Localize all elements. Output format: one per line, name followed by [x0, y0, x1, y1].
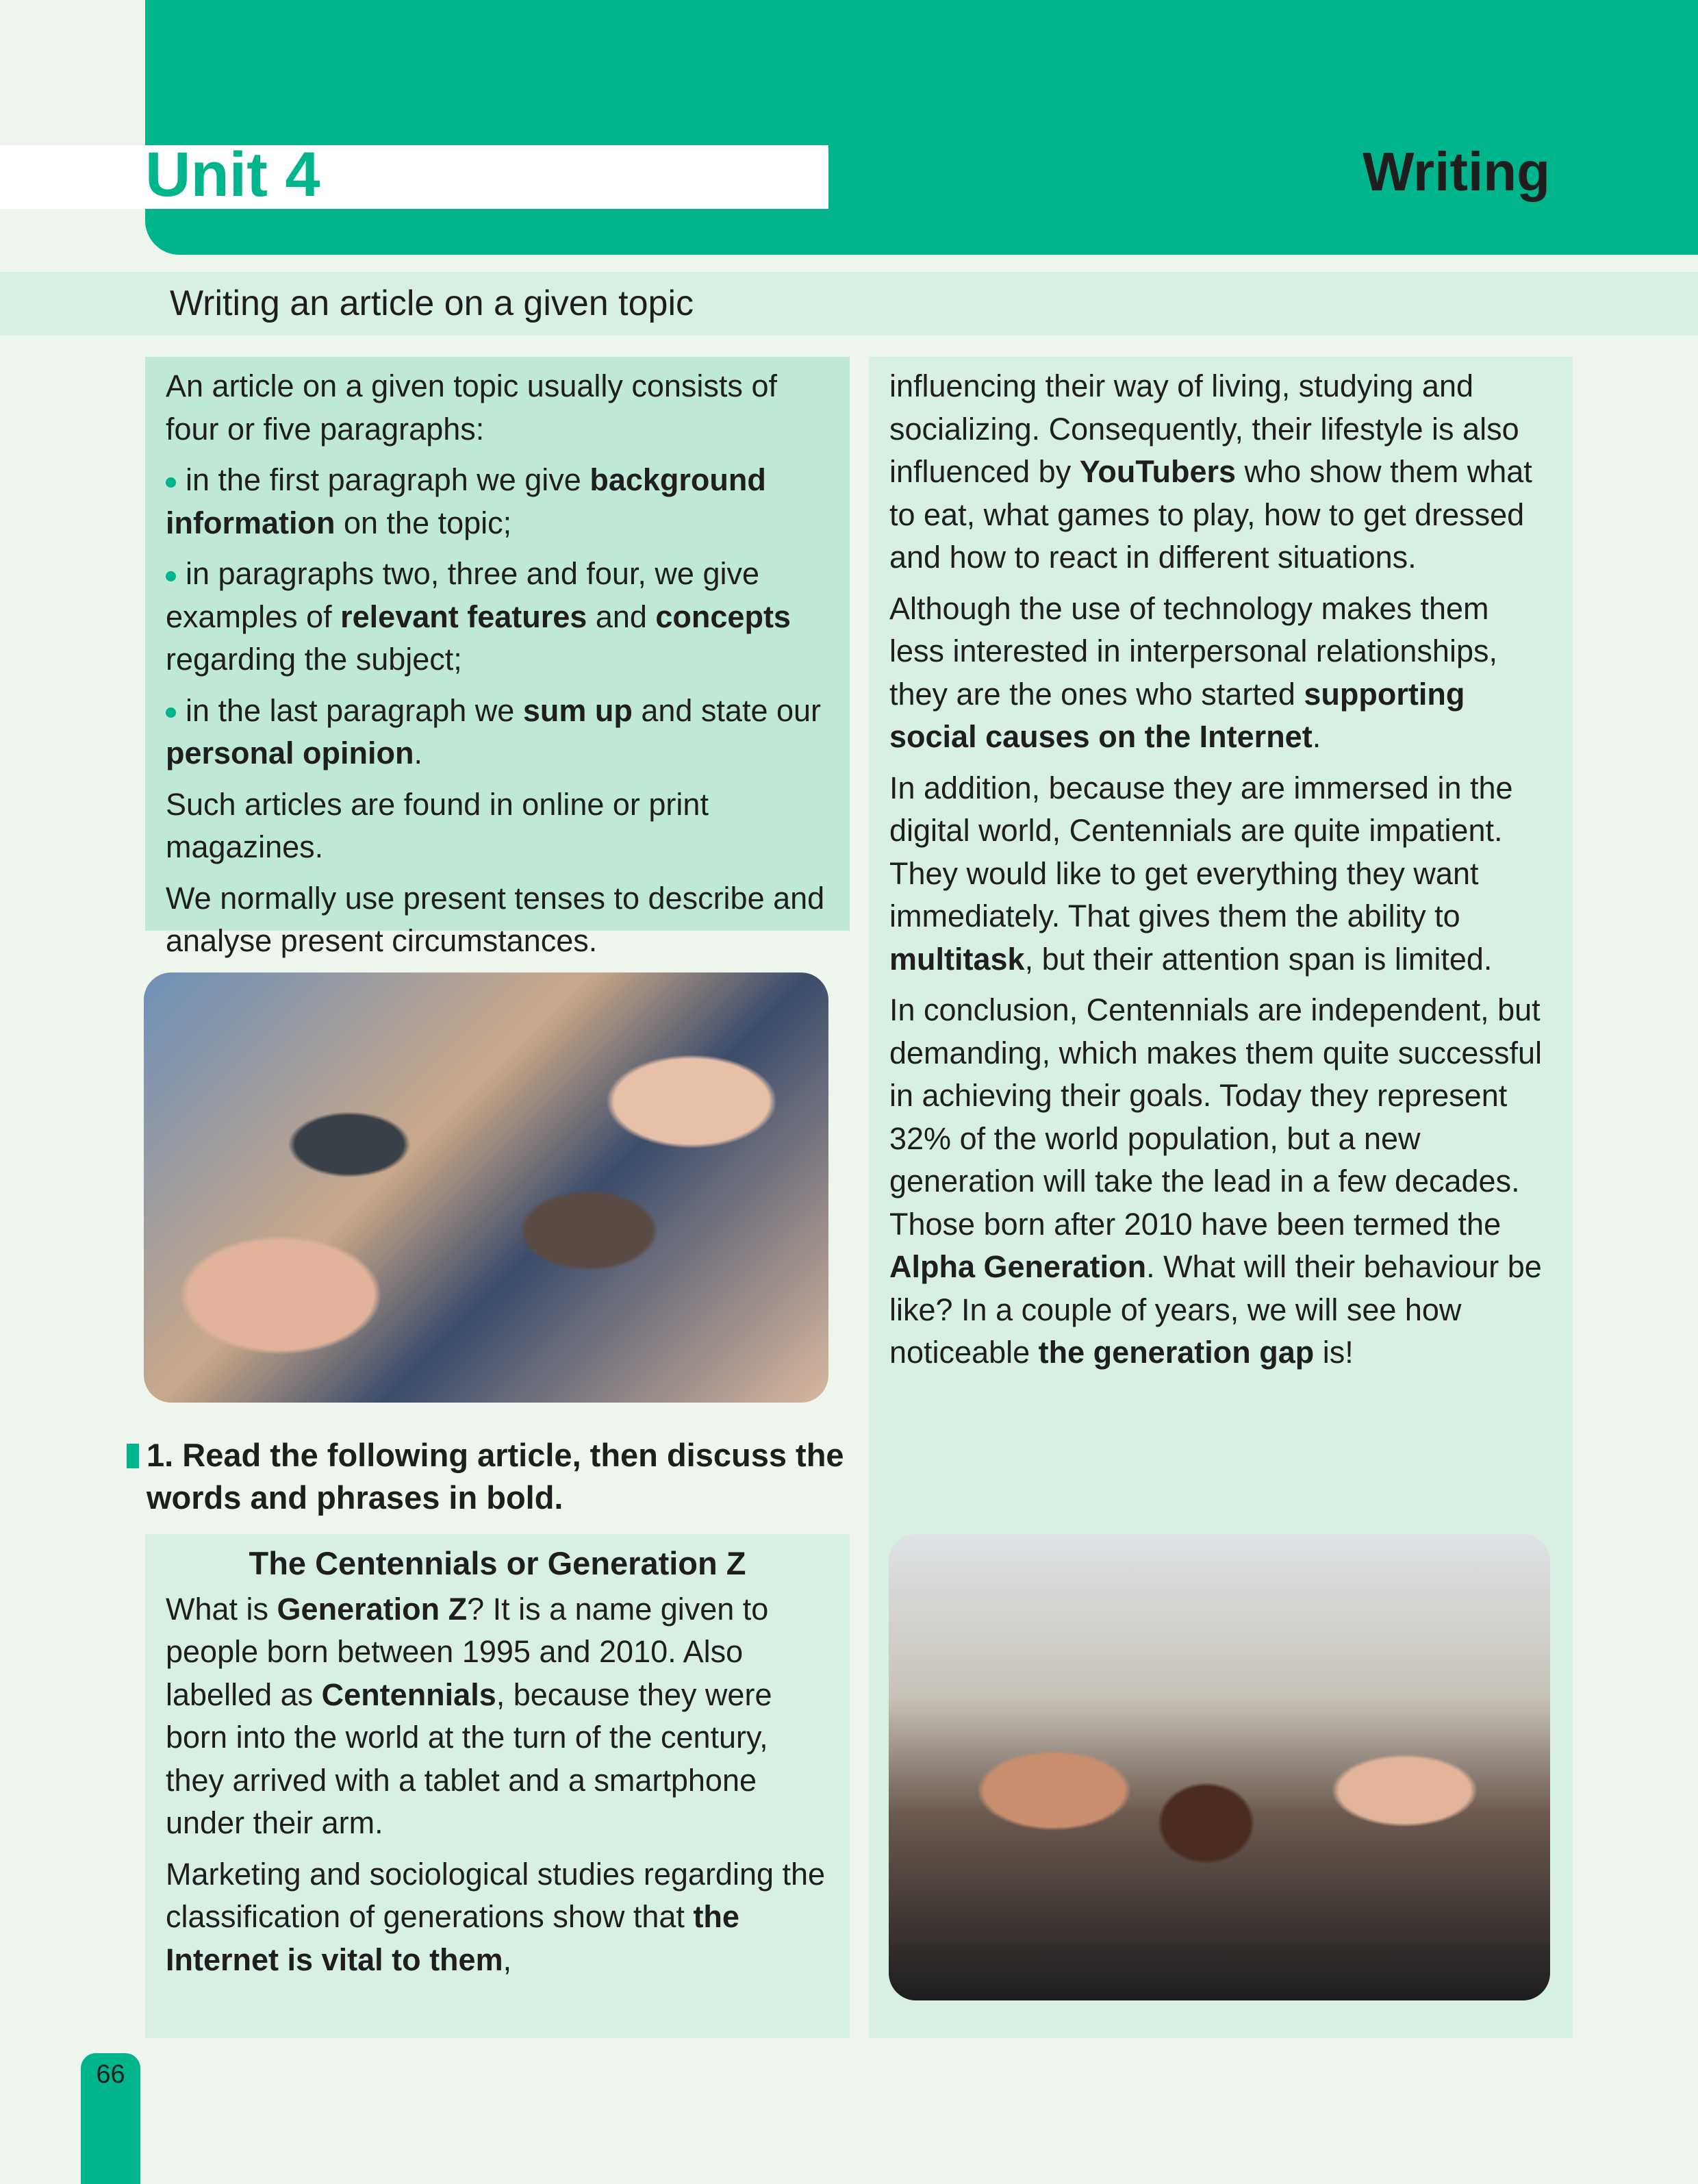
text-segment: , — [503, 1942, 512, 1977]
bold-term: Centennials — [321, 1677, 496, 1712]
exercise-number: 1. — [147, 1437, 174, 1473]
bold-term: Generation Z — [277, 1591, 468, 1627]
intro-box — [145, 357, 850, 958]
text-segment: and — [587, 599, 656, 634]
text-segment: Marketing and sociological studies regarding the classification of generations show that — [166, 1856, 826, 1934]
text-segment: What is — [166, 1591, 277, 1627]
bullet-icon — [166, 707, 176, 718]
bold-term: the Internet is vital to them — [166, 1899, 739, 1977]
bullet-icon — [166, 571, 176, 581]
bold-term: YouTubers — [1079, 454, 1237, 489]
text-segment: and state our — [632, 692, 822, 728]
text-segment: in paragraphs two, three and four, we give examples of — [166, 556, 760, 634]
text-segment: , because they were born into the world at the turn of the century, they arrived with a tablet and a smartphone under their arm. — [166, 1677, 772, 1840]
lesson-subtitle: Writing an article on a given topic — [170, 284, 694, 323]
text-segment: , but their attention span is limited. — [1024, 941, 1493, 977]
exercise-text: Read the following article, then discuss the words and phrases in bold. — [147, 1437, 844, 1516]
text-segment: ? It is a name given to people born between 1995 and 2010. Also labelled as — [166, 1591, 769, 1712]
text-segment: on the topic; — [335, 505, 512, 540]
paragraph — [889, 588, 1552, 759]
paragraph — [166, 1588, 829, 1845]
smartphones-photo — [144, 972, 828, 1403]
bold-term: Alpha Generation — [889, 1249, 1147, 1284]
text-segment: In conclusion, Centennials are independent, but demanding, which makes them quite successful in achieving their goals. Today they represent 32% of the world population, but a new generation will take the lead in a few decades. Those born after 2010 have been termed the — [889, 992, 1542, 1242]
bold-term: relevant features — [340, 599, 587, 634]
text-segment: . What will their behaviour be like? In a couple of years, we will see how noticeable — [889, 1249, 1542, 1370]
unit-title: Unit 4 — [145, 140, 320, 210]
paragraph — [166, 553, 829, 681]
bold-term: the generation gap — [1038, 1335, 1315, 1370]
text-segment: We normally use present tenses to describe and analyse present circumstances. — [166, 880, 825, 958]
text-segment: is! — [1314, 1335, 1354, 1370]
text-segment: in the last paragraph we — [186, 692, 523, 728]
text-segment: An article on a given topic usually consists of four or five paragraphs: — [166, 368, 777, 447]
article-right-text — [889, 365, 1552, 1375]
text-segment: . — [1312, 719, 1321, 754]
unit-header-banner — [145, 0, 1698, 255]
text-segment: regarding the subject; — [166, 642, 462, 677]
section-title: Writing — [1362, 141, 1550, 202]
paragraph — [166, 459, 829, 544]
paragraph — [889, 989, 1552, 1375]
article-left-text — [166, 1588, 829, 1982]
paragraph — [166, 690, 829, 775]
paragraph — [166, 877, 829, 963]
paragraph — [889, 365, 1552, 579]
page-number: 66 — [96, 2060, 125, 2089]
text-segment: . — [414, 736, 423, 770]
text-segment: Such articles are found in online or print magazines. — [166, 786, 709, 864]
paragraph — [166, 1853, 829, 1982]
bold-term: personal opinion — [166, 736, 414, 770]
exercise-instruction — [147, 1434, 859, 1519]
bold-term: multitask — [889, 941, 1025, 977]
paragraph — [889, 767, 1552, 981]
bullet-icon — [166, 477, 176, 488]
article-title: The Centennials or Generation Z — [249, 1545, 746, 1581]
bold-term: sum up — [522, 692, 633, 728]
text-segment: influencing their way of living, studying and socializing. Consequently, their lifestyle is also influenced by — [889, 368, 1519, 489]
article-box — [145, 1534, 850, 2038]
bold-term: background information — [166, 462, 766, 540]
protest-photo — [889, 1534, 1550, 2000]
text-segment: Although the use of technology makes them less interested in interpersonal relationships, they are the ones who started — [889, 590, 1497, 712]
text-segment: who show them what to eat, what games to play, how to get dressed and how to react in different situations. — [889, 454, 1532, 575]
exercise-marker — [127, 1444, 139, 1468]
bold-term: supporting social causes on the Internet — [889, 676, 1465, 754]
text-segment: In addition, because they are immersed in the digital world, Centennials are quite impatient. They would like to get everything they want immediately. That gives them the ability to — [889, 770, 1513, 933]
paragraph — [166, 365, 829, 451]
text-segment: in the first paragraph we give — [186, 462, 590, 497]
paragraph — [166, 783, 829, 869]
unit-title-bar — [0, 145, 828, 209]
bold-term: concepts — [655, 599, 791, 634]
